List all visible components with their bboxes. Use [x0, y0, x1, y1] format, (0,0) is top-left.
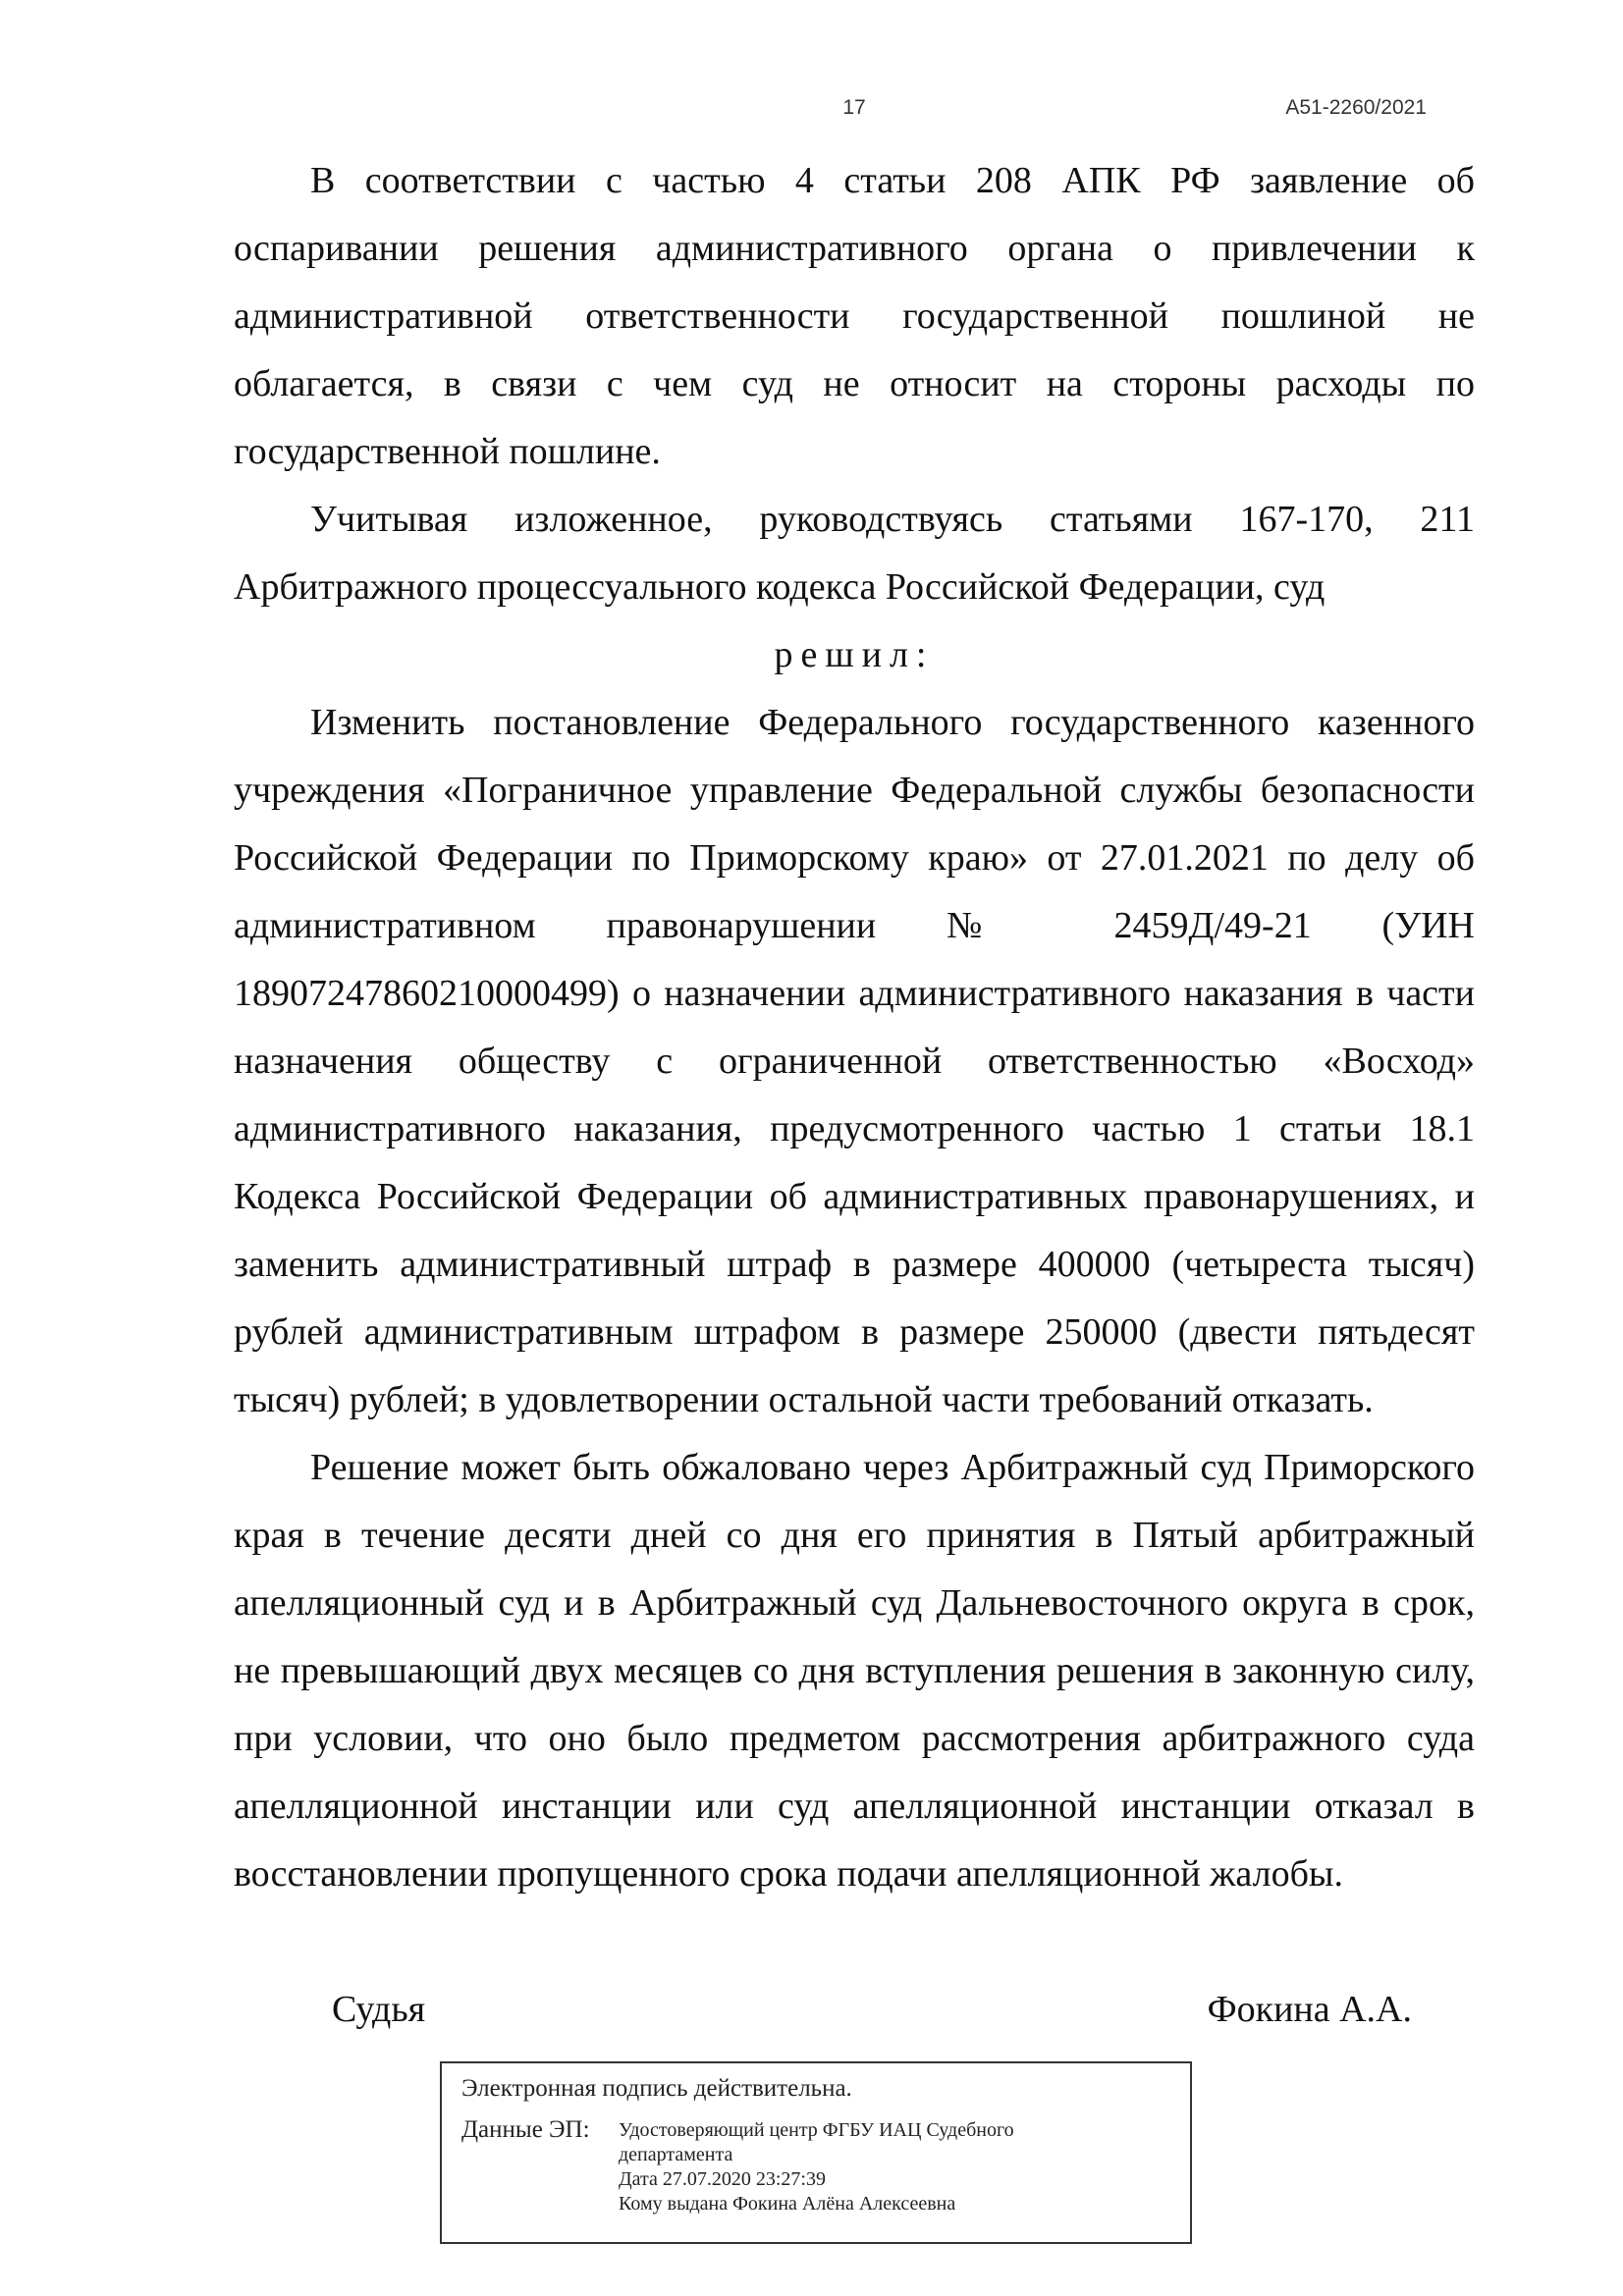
- paragraph-appeal: Решение может быть обжаловано через Арбитражный суд Приморского края в течение десяти дней со дня его принятия в Пятый арбитражный апелляционный суд и в Арбитражный суд Дальневосточного округа в срок, не превышающий двух месяцев со дня вступления решения в законную силу, при условии, что оно было предметом рассмотрения арбитражного суда апелляционной инстанции или суд апелляционной инстанции отказал в восстановлении пропущенного срока подачи апелляционной жалобы.: [234, 1447, 1475, 1895]
- esig-issuer: Удостоверяющий центр ФГБУ ИАЦ Судебного: [619, 2119, 1014, 2141]
- esig-date: Дата 27.07.2020 23:27:39: [619, 2168, 826, 2190]
- paragraph-decision: Изменить постановление Федерального государственного казенного учреждения «Пограничное управление Федеральной службы безопасности Российской Федерации по Приморскому краю» от 27.01.2021 по делу об административном правонарушении № 2459Д/49-21 (УИН 18907247860210000499) о назначении административного наказания в части назначения обществу с ограниченной ответственностью «Восход» административного наказания, предусмотренного частью 1 статьи 18.1 Кодекса Российской Федерации об административных правонарушениях, и заменить административный штраф в размере 400000 (четыреста тысяч) рублей административным штрафом в размере 250000 (двести пятьдесят тысяч) рублей; в удовлетворении остальной части требований отказать.: [234, 702, 1475, 1420]
- page-number: 17: [842, 96, 866, 119]
- esig-title: Электронная подпись действительна.: [461, 2075, 852, 2102]
- document-body: [234, 147, 1475, 1908]
- esig-details: [619, 2118, 1014, 2216]
- signature-name: Фокина А.А.: [1207, 1989, 1412, 2030]
- electronic-signature-box: [440, 2061, 1192, 2244]
- esig-owner: Кому выдана Фокина Алёна Алексеевна: [619, 2193, 956, 2215]
- paragraph-state-duty: В соответствии с частью 4 статьи 208 АПК РФ заявление об оспаривании решения административного органа о привлечении к административной ответственности государственной пошлиной не облагается, в связи с чем суд не относит на стороны расходы по государственной пошлине.: [234, 160, 1475, 472]
- esig-label: Данные ЭП:: [461, 2116, 590, 2143]
- paragraph-grounds: Учитывая изложенное, руководствуясь статьями 167-170, 211 Арбитражного процессуального кодекса Российской Федерации, суд: [234, 499, 1475, 608]
- decision-heading: решил:: [774, 634, 935, 675]
- esig-issuer-cont: департамента: [619, 2144, 733, 2165]
- case-number: А51-2260/2021: [1285, 96, 1427, 119]
- signature-role: Судья: [332, 1989, 426, 2030]
